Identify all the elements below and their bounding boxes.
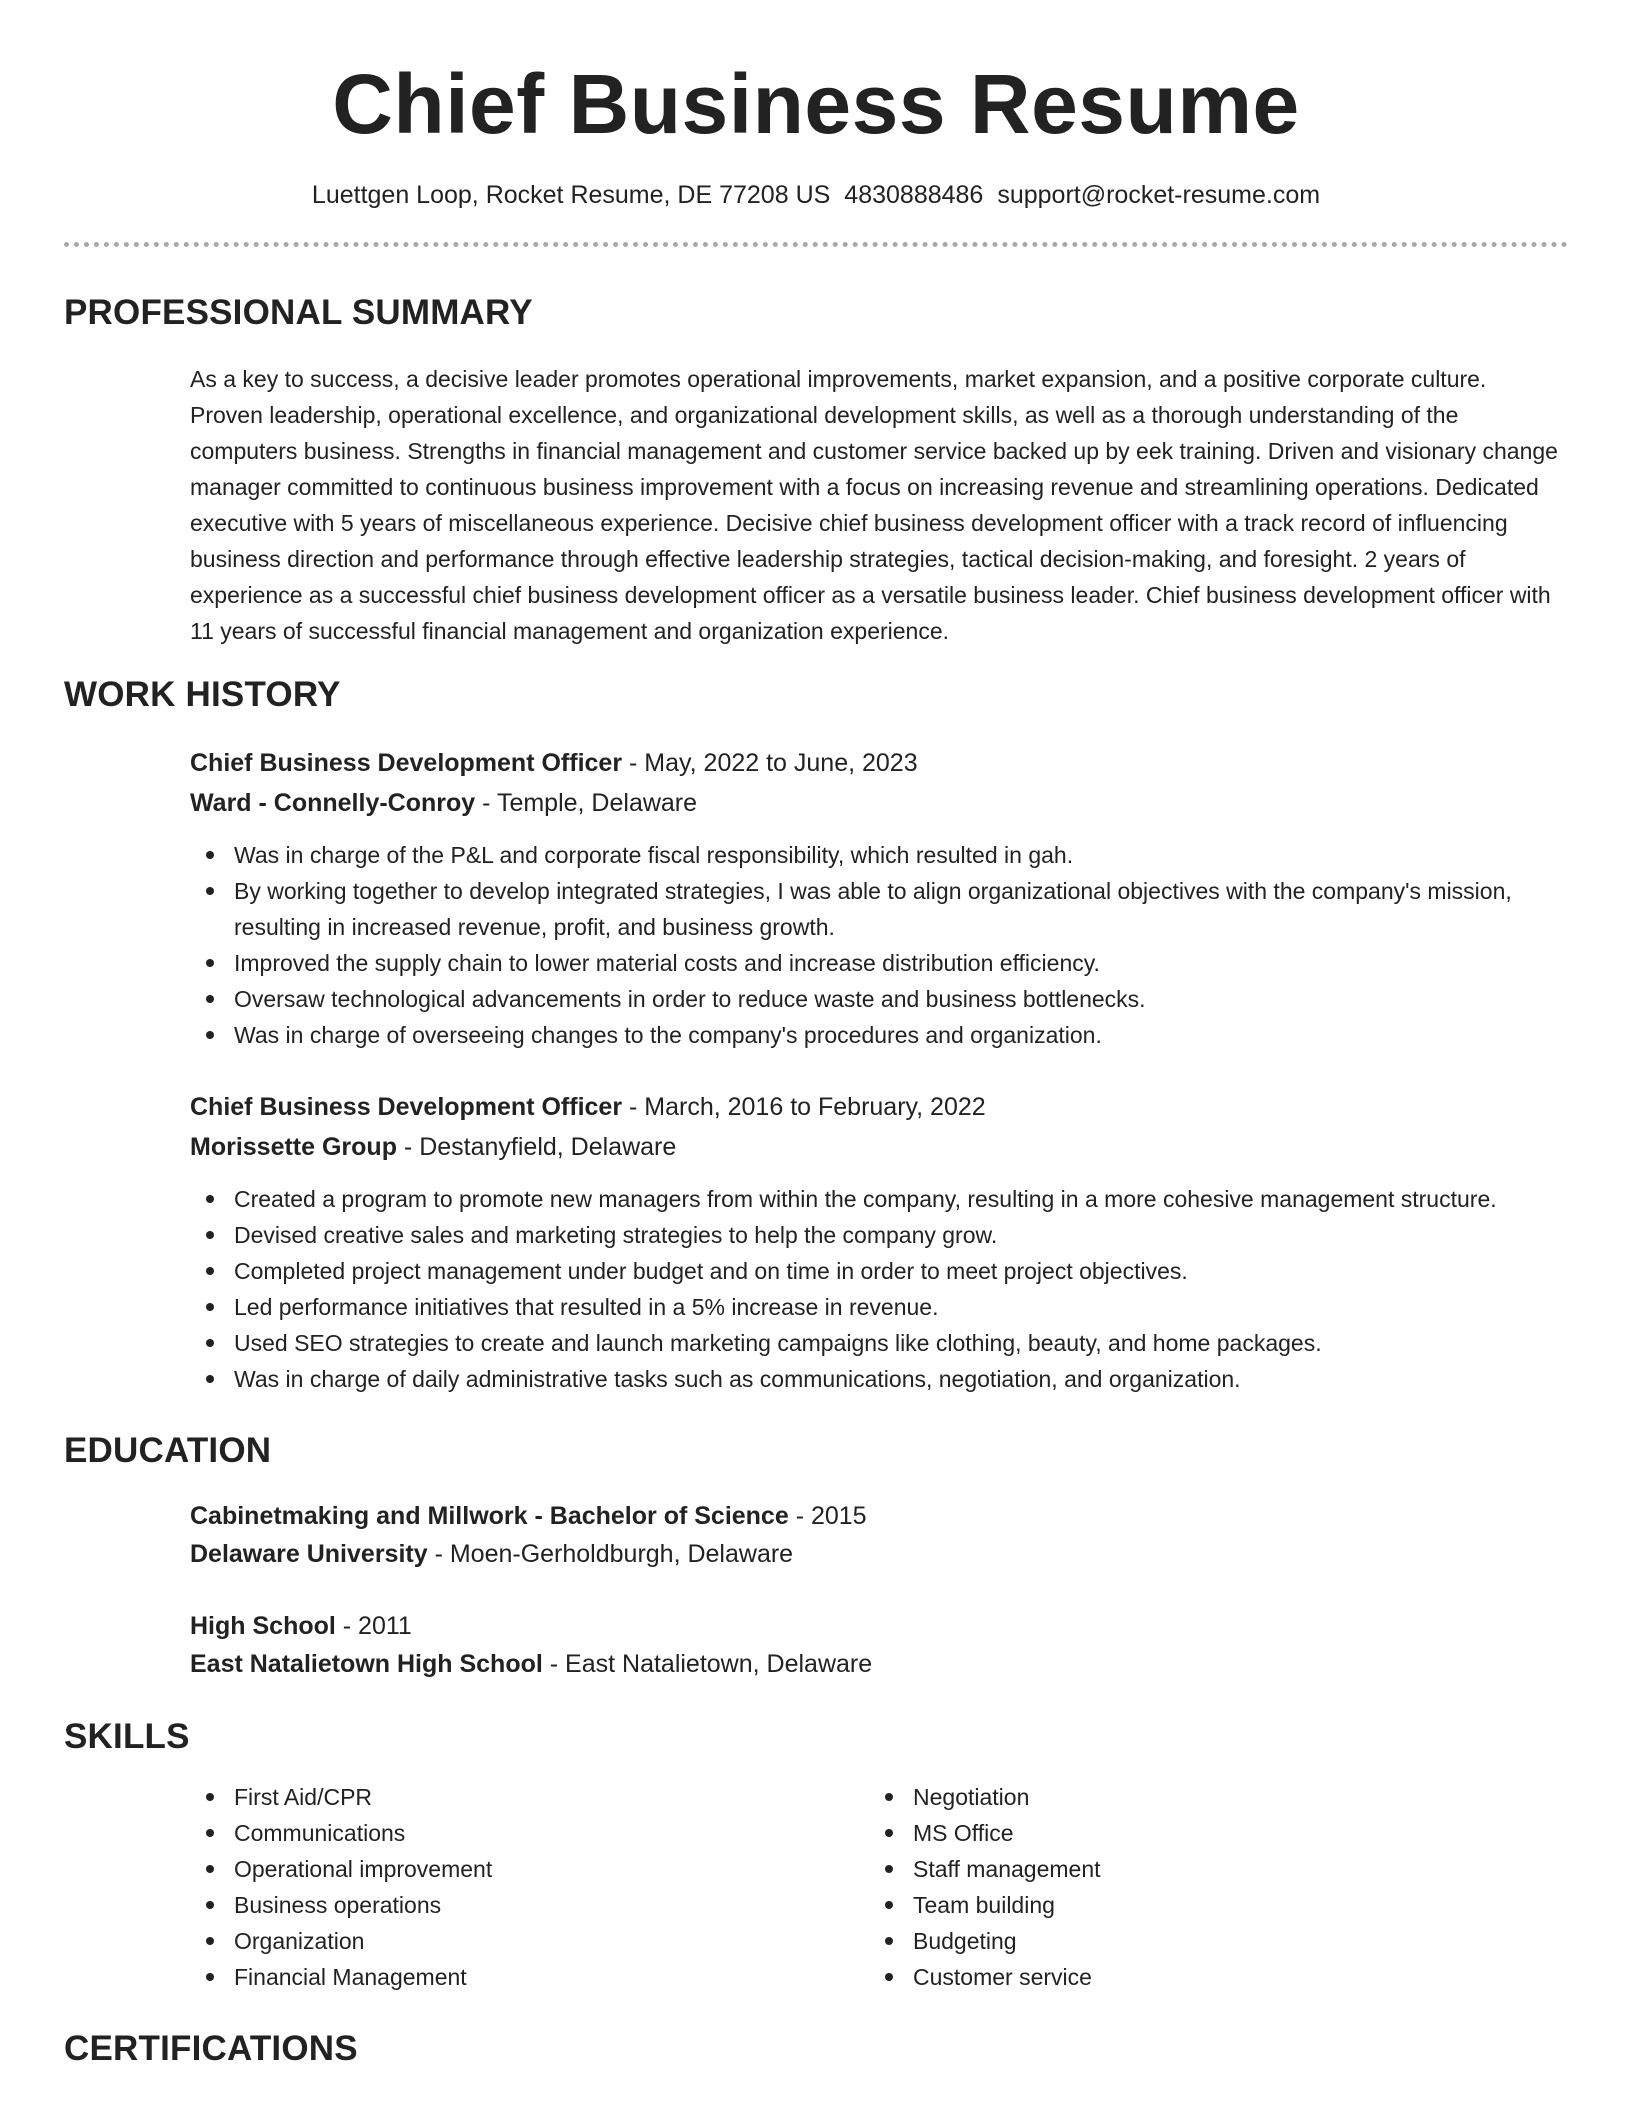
education-school: Delaware University bbox=[190, 1540, 428, 1568]
job-bullet: Used SEO strategies to create and launch marketing campaigns like clothing, beauty, and home packages. bbox=[190, 1325, 1568, 1361]
work-history-heading: WORK HISTORY bbox=[64, 675, 341, 714]
job-role: Chief Business Development Officer bbox=[190, 749, 623, 777]
education-entry bbox=[190, 1607, 1568, 1683]
skill-item: Financial Management bbox=[190, 1959, 869, 1995]
skills-heading: SKILLS bbox=[64, 1717, 190, 1756]
header-divider bbox=[64, 242, 1568, 247]
job-bullet: Completed project management under budget and on time in order to meet project objectives. bbox=[190, 1253, 1568, 1289]
education-school-line bbox=[190, 1535, 1568, 1573]
contact-phone: 4830888486 bbox=[844, 181, 984, 209]
skill-item: First Aid/CPR bbox=[190, 1779, 869, 1815]
certifications-heading: CERTIFICATIONS bbox=[64, 2029, 358, 2068]
job-bullet: Was in charge of the P&L and corporate fiscal responsibility, which resulted in gah. bbox=[190, 837, 1568, 873]
skills-grid bbox=[190, 1779, 1568, 1995]
job-company-line bbox=[190, 783, 1568, 823]
job-title-line bbox=[190, 743, 1568, 783]
skill-item: Team building bbox=[869, 1887, 1548, 1923]
summary-heading: PROFESSIONAL SUMMARY bbox=[64, 293, 533, 332]
education-location: - East Natalietown, Delaware bbox=[542, 1650, 873, 1678]
skills-column-right bbox=[869, 1779, 1548, 1995]
skill-item: Organization bbox=[190, 1923, 869, 1959]
job-bullet: Oversaw technological advancements in order to reduce waste and business bottlenecks. bbox=[190, 981, 1568, 1017]
job-bullet: By working together to develop integrated strategies, I was able to align organizational objectives with the company's mission, resulting in increased revenue, profit, and business growth. bbox=[190, 873, 1568, 945]
skills-section bbox=[64, 1779, 1568, 1995]
job-bullet: Devised creative sales and marketing strategies to help the company grow. bbox=[190, 1217, 1568, 1253]
education-degree: High School bbox=[190, 1612, 336, 1640]
contact-address: Luettgen Loop, Rocket Resume, DE 77208 US bbox=[311, 181, 831, 209]
skill-item: MS Office bbox=[869, 1815, 1548, 1851]
education-section bbox=[64, 1497, 1568, 1683]
contact-email: support@rocket-resume.com bbox=[997, 181, 1321, 209]
job-bullet: Was in charge of daily administrative tasks such as communications, negotiation, and organization. bbox=[190, 1361, 1568, 1397]
skill-item: Customer service bbox=[869, 1959, 1548, 1995]
job-company: Ward - Connelly-Conroy bbox=[190, 789, 476, 817]
job-company-line bbox=[190, 1127, 1568, 1167]
contact-line bbox=[64, 180, 1568, 210]
education-location: - Moen-Gerholdburgh, Delaware bbox=[427, 1540, 794, 1568]
job-role: Chief Business Development Officer bbox=[190, 1093, 623, 1121]
education-degree: Cabinetmaking and Millwork - Bachelor of Science bbox=[190, 1502, 789, 1530]
job-location: - Destanyfield, Delaware bbox=[396, 1133, 677, 1161]
job-bullet: Led performance initiatives that resulted in a 5% increase in revenue. bbox=[190, 1289, 1568, 1325]
job-location: - Temple, Delaware bbox=[475, 789, 698, 817]
job-entry bbox=[190, 1087, 1568, 1397]
skill-item: Communications bbox=[190, 1815, 869, 1851]
summary-text: As a key to success, a decisive leader promotes operational improvements, market expansion, and a positive corporate culture. Proven leadership, operational excellence, and organizational development skills, as well as a thorough understanding of the computers business. Strengths in financial management and customer service backed up by eek training. Driven and visionary change manager committed to continuous business improvement with a focus on increasing revenue and streamlining operations. Dedicated executive with 5 years of miscellaneous experience. Decisive chief business development officer with a track record of influencing business direction and performance through effective leadership strategies, tactical decision-making, and foresight. 2 years of experience as a successful chief business development officer as a versatile business leader. Chief business development officer with 11 years of successful financial management and organization experience. bbox=[190, 366, 1558, 644]
education-year: - 2015 bbox=[788, 1502, 867, 1530]
job-dates: - March, 2016 to February, 2022 bbox=[622, 1093, 986, 1121]
job-entry bbox=[190, 743, 1568, 1053]
education-degree-line bbox=[190, 1497, 1568, 1535]
job-bullets bbox=[190, 837, 1568, 1053]
skill-item: Business operations bbox=[190, 1887, 869, 1923]
job-dates: - May, 2022 to June, 2023 bbox=[622, 749, 918, 777]
skill-item: Staff management bbox=[869, 1851, 1548, 1887]
education-school-line bbox=[190, 1645, 1568, 1683]
education-degree-line bbox=[190, 1607, 1568, 1645]
education-year: - 2011 bbox=[335, 1612, 412, 1640]
job-company: Morissette Group bbox=[190, 1133, 397, 1161]
skill-item: Budgeting bbox=[869, 1923, 1548, 1959]
resume-name: Chief Business Resume bbox=[332, 57, 1300, 151]
skill-item: Operational improvement bbox=[190, 1851, 869, 1887]
education-school: East Natalietown High School bbox=[190, 1650, 543, 1678]
job-bullets bbox=[190, 1181, 1568, 1397]
education-entry bbox=[190, 1497, 1568, 1573]
job-bullet: Improved the supply chain to lower material costs and increase distribution efficiency. bbox=[190, 945, 1568, 981]
work-history-section bbox=[64, 743, 1568, 1397]
summary-section bbox=[64, 361, 1568, 649]
education-heading: EDUCATION bbox=[64, 1431, 272, 1470]
skill-item: Negotiation bbox=[869, 1779, 1548, 1815]
job-bullet: Created a program to promote new managers from within the company, resulting in a more cohesive management structure. bbox=[190, 1181, 1568, 1217]
job-bullet: Was in charge of overseeing changes to the company's procedures and organization. bbox=[190, 1017, 1568, 1053]
skills-column-left bbox=[190, 1779, 869, 1995]
job-title-line bbox=[190, 1087, 1568, 1127]
